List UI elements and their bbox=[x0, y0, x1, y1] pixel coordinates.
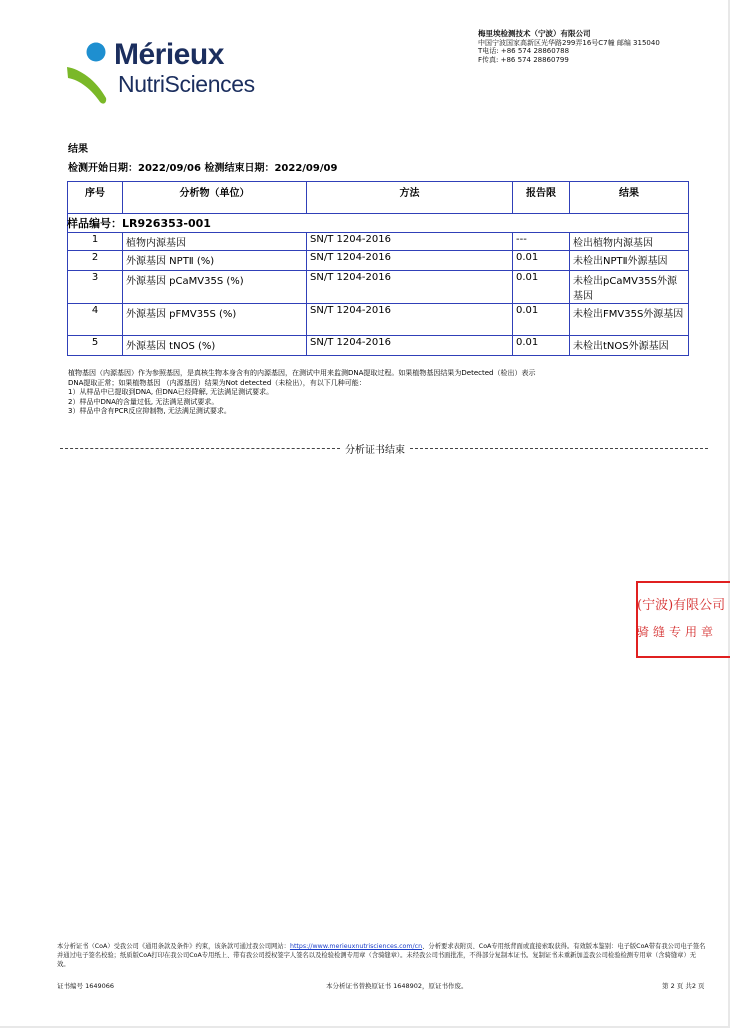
company-fax: F传真: +86 574 28860799 bbox=[478, 55, 569, 64]
table-row bbox=[68, 271, 689, 304]
header-method: 方法 bbox=[307, 182, 513, 214]
header-analyte: 分析物（单位） bbox=[123, 182, 307, 214]
logo-word-merieux: Mérieux bbox=[114, 38, 224, 71]
row-analyte: 外源基因 tNOS (%) bbox=[123, 336, 307, 356]
note-line: 3）样品中含有PCR反应抑制物, 无法满足测试要求。 bbox=[68, 407, 231, 416]
company-name: 梅里埃检测技术（宁波）有限公司 bbox=[478, 29, 591, 38]
merieux-logo bbox=[66, 40, 256, 106]
company-info bbox=[478, 30, 660, 64]
row-limit: 0.01 bbox=[513, 271, 570, 304]
row-result: 未检出NPTⅡ外源基因 bbox=[570, 251, 689, 271]
dashed-line-left bbox=[60, 448, 340, 449]
results-table bbox=[67, 181, 689, 356]
seal-text-purpose: 骑缝专用章 bbox=[637, 625, 718, 639]
header-limit: 报告限 bbox=[513, 182, 570, 214]
seal-text-company: (宁波)有限公司 bbox=[637, 598, 726, 613]
footer-terms bbox=[57, 942, 707, 969]
note-line: DNA提取正常；如果植物基因 （内源基因）结果为Not detected（未检出），有以下几种可能： bbox=[68, 378, 366, 387]
row-analyte: 植物内源基因 bbox=[123, 233, 307, 251]
row-method: SN/T 1204-2016 bbox=[307, 233, 513, 251]
footer-text-2: 、分析要求表附页、CoA专用纸背面或直接索取获得。有效版本鉴别：电子版CoA带有我公司电子签名并通过电子签名校验；纸质版CoA打印在我公司CoA专用纸上、带有我公司授权签字人签名以及检验检测专用章（含骑缝章）。未经我公司书面批准，不得部分复制本证书。复制证书未重新加盖我公司检验检测专用章（含骑缝章）无效。 bbox=[57, 943, 706, 968]
row-analyte: 外源基因 pFMV35S (%) bbox=[123, 304, 307, 336]
header-result: 结果 bbox=[570, 182, 689, 214]
row-method: SN/T 1204-2016 bbox=[307, 251, 513, 271]
row-no: 1 bbox=[68, 233, 123, 251]
row-analyte: 外源基因 pCaMV35S (%) bbox=[123, 271, 307, 304]
row-no: 4 bbox=[68, 304, 123, 336]
table-row bbox=[68, 251, 689, 271]
sample-id-row bbox=[68, 214, 689, 233]
row-analyte: 外源基因 NPTⅡ (%) bbox=[123, 251, 307, 271]
row-limit: 0.01 bbox=[513, 304, 570, 336]
notes bbox=[68, 369, 688, 417]
page-number: 第 2 页 共2 页 bbox=[662, 982, 705, 990]
certificate-number: 证书编号 1649066 bbox=[57, 982, 115, 990]
website-link[interactable]: https://www.merieuxnutrisciences.com/cn bbox=[289, 943, 423, 950]
note-line: 2）样品中DNA的含量过低, 无法满足测试要求。 bbox=[68, 397, 219, 406]
certificate-end-label: 分析证书结束 bbox=[343, 441, 407, 456]
seal-frame bbox=[636, 581, 730, 658]
company-address: 中国宁波国家高新区光华路299弄16号C7幢 邮编 315040 bbox=[478, 38, 660, 47]
row-result: 未检出FMV35S外源基因 bbox=[570, 304, 689, 336]
replacement-note: 本分析证书替换原证书 1648902，原证书作废。 bbox=[326, 982, 468, 990]
table-header-row bbox=[68, 182, 689, 214]
company-tel: T电话: +86 574 28860788 bbox=[478, 47, 570, 55]
footer-text-1: 本分析证书（CoA）受我公司《通用条款及条件》约束，该条款可通过我公司网站： bbox=[57, 943, 290, 950]
certificate-end-divider bbox=[60, 441, 710, 455]
row-no: 2 bbox=[68, 251, 123, 271]
note-line: 1）从样品中已提取到DNA, 但DNA已经降解, 无法满足测试要求。 bbox=[68, 388, 274, 397]
row-limit: --- bbox=[513, 233, 570, 251]
row-no: 5 bbox=[68, 336, 123, 356]
sample-id: 样品编号：LR926353-001 bbox=[67, 217, 211, 230]
row-result: 未检出tNOS外源基因 bbox=[570, 336, 689, 356]
row-limit: 0.01 bbox=[513, 336, 570, 356]
table-row bbox=[68, 233, 689, 251]
row-limit: 0.01 bbox=[513, 251, 570, 271]
logo-word-nutrisciences: NutriSciences bbox=[118, 71, 255, 97]
row-method: SN/T 1204-2016 bbox=[307, 336, 513, 356]
note-line: 植物基因（内源基因）作为参照基因，是真核生物本身含有的内源基因，在测试中用来监测DNA提取过程。如果植物基因结果为Detected（检出）表示 bbox=[68, 369, 536, 377]
row-method: SN/T 1204-2016 bbox=[307, 271, 513, 304]
row-no: 3 bbox=[68, 271, 123, 304]
dashed-line-right bbox=[410, 448, 708, 449]
company-seal-stamp bbox=[633, 581, 730, 656]
row-method: SN/T 1204-2016 bbox=[307, 304, 513, 336]
row-result: 未检出pCaMV35S外源基因 bbox=[570, 271, 689, 304]
header-no: 序号 bbox=[68, 182, 123, 214]
section-title: 结果 bbox=[68, 144, 88, 155]
table-row bbox=[68, 336, 689, 356]
row-result: 检出植物内源基因 bbox=[570, 233, 689, 251]
table-row bbox=[68, 304, 689, 336]
test-dates: 检测开始日期：2022/09/06 检测结束日期：2022/09/09 bbox=[68, 163, 338, 174]
